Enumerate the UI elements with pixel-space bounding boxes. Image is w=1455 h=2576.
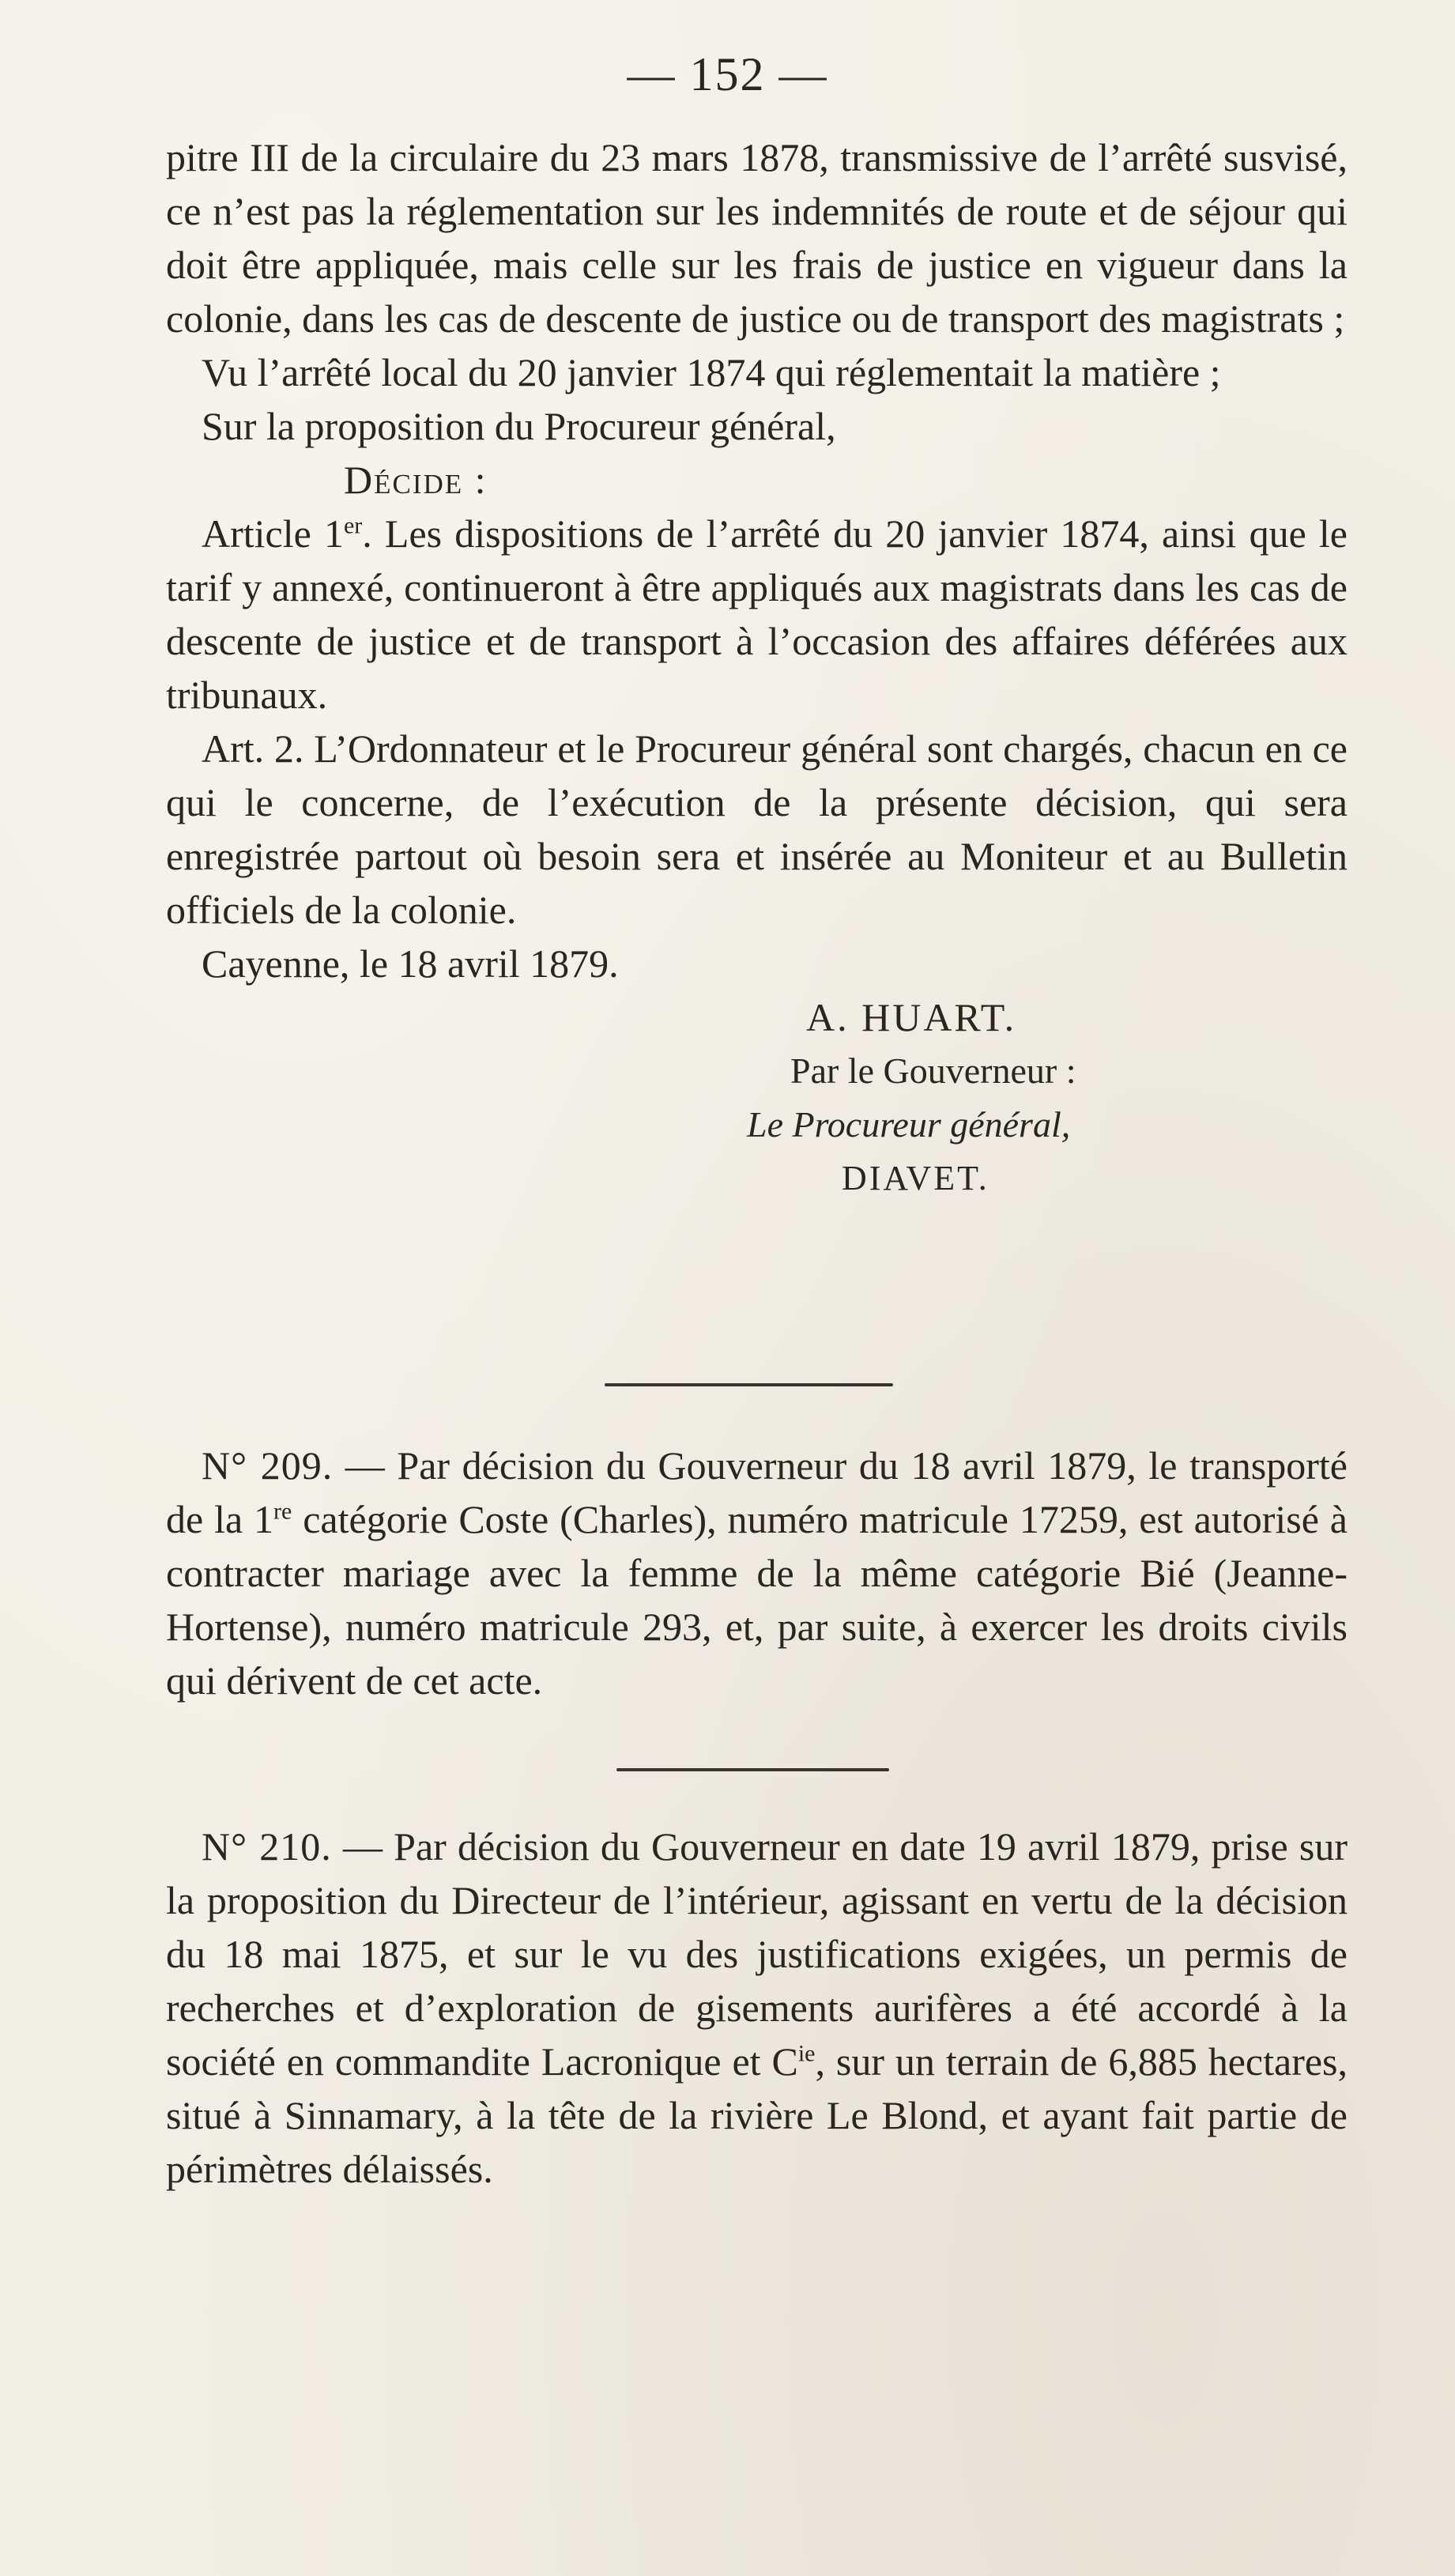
paragraph-vu: Vu l’arrêté local du 20 janvier 1874 qui réglementait la matière ;: [202, 350, 1221, 394]
decision-210: [166, 1820, 1348, 2196]
decision-209-text-b: catégorie Coste (Charles), numéro matricule 17259, est autorisé à contracter mariage avec la femme de la même catégorie Bié (Jeanne-Hortense), numéro matricule 293, et, par suite, à exercer les droits civils qui dérivent de cet acte.: [166, 1497, 1348, 1703]
decide-heading: Décide :: [344, 458, 488, 502]
decision-210-number: N° 210.: [202, 1824, 332, 1869]
paragraph-considerant: pitre III de la circulaire du 23 mars 1878, transmissive de l’arrêté susvisé, ce n’est pas la réglementation sur les indemnités de route et de séjour qui doit être appliquée, mais celle sur les frais de justice en vigueur dans la colonie, dans les cas de descente de justice ou de transport des magistrats ;: [166, 135, 1348, 341]
decision-209-number: N° 209.: [202, 1443, 334, 1488]
signature-governor: A. HUART.: [806, 995, 1017, 1039]
decision-210-text-a: — Par décision du Gouverneur en date 19 avril 1879, prise sur la proposition du Directeur de l’intérieur, agissant en vertu de la décision du 18 mai 1875, et sur le vu des justifications exigées, un permis de recherches et d’exploration de gisements aurifères a été accordé à la société en commandite Lacronique et C: [166, 1824, 1348, 2084]
article-1: [166, 507, 1348, 722]
section-divider: [616, 1768, 889, 1771]
article-1-label: Article 1: [202, 511, 344, 556]
decision-209-text-a: — Par décision du Gouverneur du 18 avril 1879, le transporté de la 1: [166, 1443, 1348, 1541]
article-1-text: . Les dispositions de l’arrêté du 20 janvier 1874, ainsi que le tarif y annexé, continueront à être appliqués aux magistrats dans les cas de descente de justice et de transport à l’occasion des affaires déférées aux tribunaux.: [166, 511, 1348, 717]
decision-210-superscript: ie: [797, 2040, 816, 2067]
signature-procureur: DIAVET.: [842, 1159, 989, 1197]
decision-210-text: [166, 1820, 1348, 2196]
procureur-general-title: Le Procureur général,: [747, 1104, 1071, 1145]
date-line: Cayenne, le 18 avril 1879.: [202, 941, 619, 986]
section-divider: [605, 1383, 893, 1386]
decision-209-superscript: re: [273, 1498, 292, 1525]
decision-continuation: [166, 130, 1348, 1205]
par-le-gouverneur: Par le Gouverneur :: [790, 1050, 1076, 1091]
paragraph-proposition: Sur la proposition du Procureur général,: [202, 404, 836, 448]
decision-209-text: [166, 1439, 1348, 1707]
article-2: Art. 2. L’Ordonnateur et le Procureur général sont chargés, chacun en ce qui le concerne, de l’exécution de la présente décision, qui sera enregistrée partout où besoin sera et insérée au Moniteur et au Bulletin officiels de la colonie.: [166, 726, 1348, 932]
decision-209: [166, 1439, 1348, 1707]
article-1-superscript: er: [343, 512, 363, 539]
decision-210-text-b: , sur un terrain de 6,885 hectares, situé à Sinnamary, à la tête de la rivière Le Blond, et ayant fait partie de périmètres délaissés.: [166, 2039, 1348, 2191]
page-number: — 152 —: [627, 48, 828, 100]
